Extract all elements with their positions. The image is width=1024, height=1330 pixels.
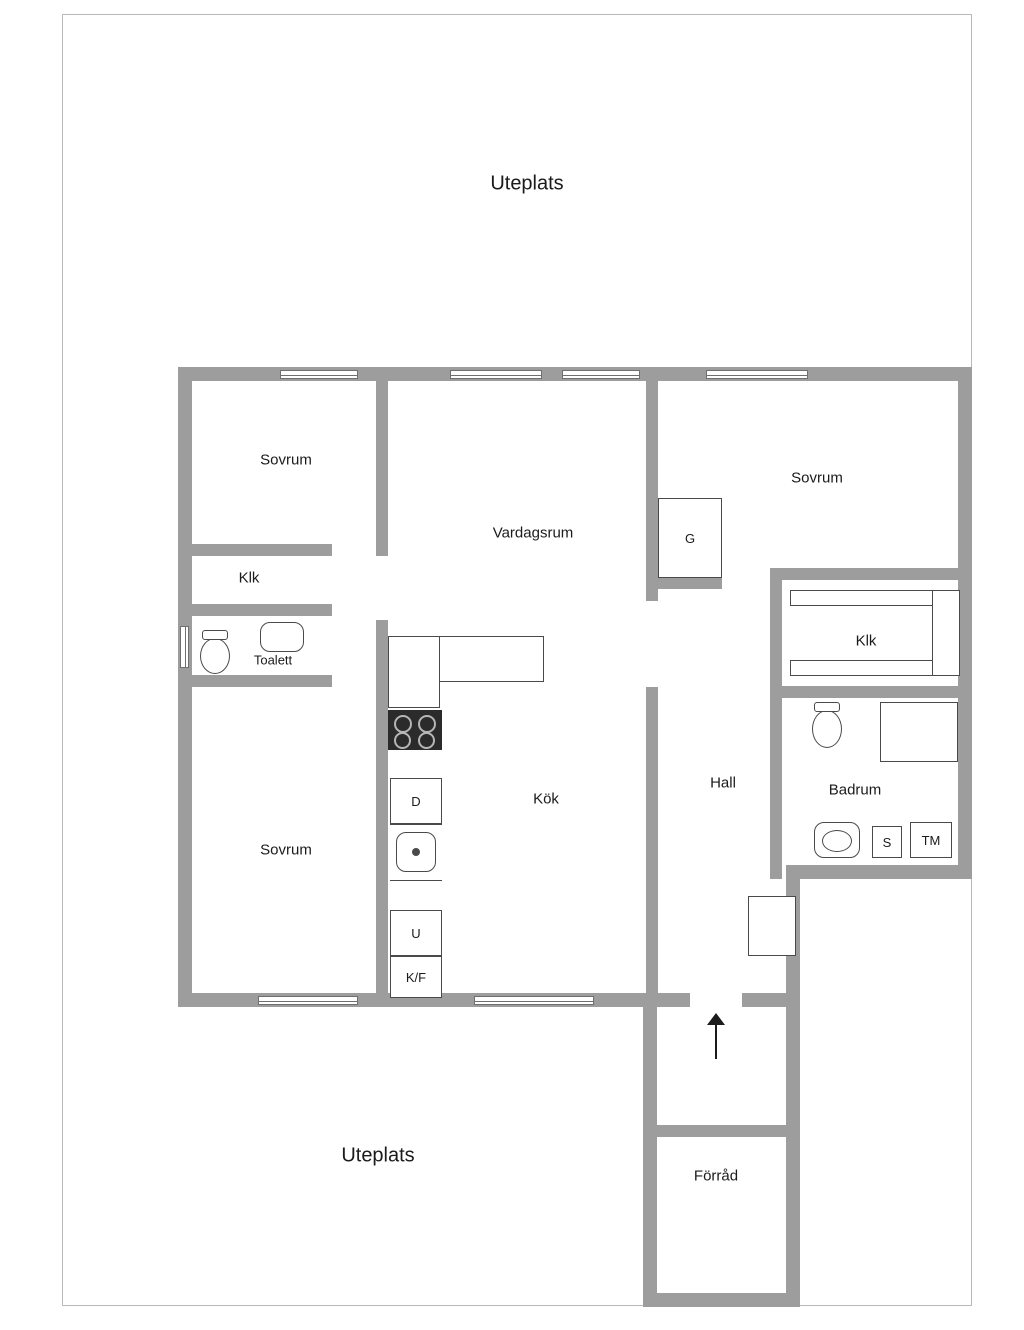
cooktop xyxy=(388,710,442,750)
appliance-wardrobe-g xyxy=(658,498,722,578)
wall-lower-wing-left xyxy=(643,993,657,1307)
wall-sovrum-topright-bottom xyxy=(770,568,972,580)
hall-cabinet xyxy=(748,896,796,956)
label-forrad: Förråd xyxy=(693,1167,739,1185)
window-sovrum-topleft xyxy=(280,370,358,379)
toilet-bowl-toalett xyxy=(200,638,230,674)
sink-drain xyxy=(412,848,420,856)
wall-toalett-bottom xyxy=(192,675,332,687)
appliance-oven-label: U xyxy=(411,925,421,941)
wall-sovrum-topleft-bottom xyxy=(192,544,332,556)
appliance-washer-tm xyxy=(910,822,952,858)
wall-exterior-right-upper xyxy=(958,367,972,879)
window-vardagsrum-1 xyxy=(450,370,542,379)
label-kok: Kök xyxy=(533,790,559,808)
appliance-dryer-s-label: S xyxy=(882,834,892,850)
wall-klk-right-left xyxy=(770,568,782,698)
appliance-fridge-freezer-label: K/F xyxy=(405,969,427,985)
wall-klk-left-bottom xyxy=(192,604,332,616)
label-sovrum-topleft: Sovrum xyxy=(260,451,312,469)
counter-edge-line xyxy=(390,824,442,825)
counter-edge-line-2 xyxy=(390,880,442,881)
door-stub-sovrum-topleft xyxy=(376,536,388,556)
label-sovrum-topright: Sovrum xyxy=(791,469,843,487)
entry-arrow-icon xyxy=(696,1013,736,1059)
wall-badrum-left xyxy=(770,686,782,879)
appliance-dishwasher xyxy=(390,778,442,824)
door-stub-kok-left xyxy=(376,620,388,682)
window-vardagsrum-2 xyxy=(562,370,640,379)
label-hall: Hall xyxy=(710,774,736,792)
wall-vardagsrum-right xyxy=(646,381,658,601)
appliance-wardrobe-g-label: G xyxy=(684,530,696,546)
label-vardagsrum: Vardagsrum xyxy=(492,524,574,542)
burner-4 xyxy=(418,732,435,749)
burner-1 xyxy=(394,715,412,733)
toilet-tank-toalett xyxy=(202,630,228,640)
wall-sovrum-topleft-right xyxy=(376,381,388,556)
appliance-washer-tm-label: TM xyxy=(921,832,941,848)
label-uteplats-top: Uteplats xyxy=(490,172,564,195)
label-badrum: Badrum xyxy=(828,781,882,799)
toilet-tank-badrum xyxy=(814,702,840,712)
wall-exterior-bottom-right-block xyxy=(800,865,972,879)
toilet-bowl-badrum xyxy=(812,710,842,748)
wall-g-closet-bottom xyxy=(646,577,722,589)
shower-badrum xyxy=(880,702,958,762)
window-toalett xyxy=(180,626,189,668)
klk-right-shelf-top xyxy=(790,590,938,606)
klk-right-shelf-side xyxy=(932,590,960,676)
wall-lower-wing-bottom xyxy=(643,1293,800,1307)
klk-right-shelf-bottom xyxy=(790,660,938,676)
label-sovrum-bottomleft: Sovrum xyxy=(260,841,312,859)
burner-3 xyxy=(394,732,411,749)
window-sovrum-bottomleft xyxy=(258,996,358,1005)
label-toalett: Toalett xyxy=(253,652,293,668)
burner-2 xyxy=(418,715,436,733)
window-sovrum-topright xyxy=(706,370,808,379)
appliance-oven xyxy=(390,910,442,956)
sink-badrum-basin xyxy=(822,830,852,852)
label-uteplats-bottom: Uteplats xyxy=(341,1144,415,1167)
wall-forrad-top xyxy=(643,1125,786,1137)
appliance-dryer-s xyxy=(872,826,902,858)
label-klk-right: Klk xyxy=(855,632,877,650)
door-stub-hall-right xyxy=(742,993,788,1007)
wall-exterior-left xyxy=(178,367,192,1007)
wall-klk-right-bottom xyxy=(770,686,972,698)
window-kok xyxy=(474,996,594,1005)
label-klk-left: Klk xyxy=(238,569,260,587)
sink-toalett xyxy=(260,622,304,652)
kitchen-counter-run xyxy=(388,636,440,708)
wall-kok-right xyxy=(646,687,658,1007)
kitchen-sink xyxy=(396,832,436,872)
appliance-dishwasher-label: D xyxy=(411,793,421,809)
appliance-fridge-freezer xyxy=(390,956,442,998)
